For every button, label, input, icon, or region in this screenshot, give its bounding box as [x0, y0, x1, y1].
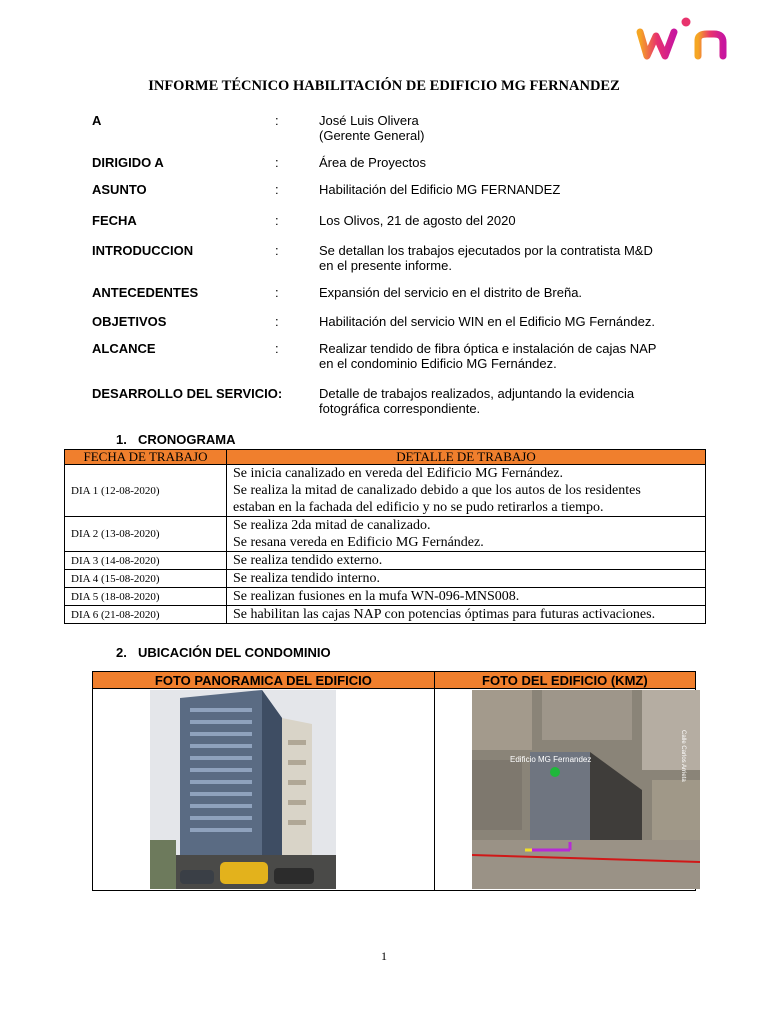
meta-key: ANTECEDENTES	[92, 285, 199, 300]
meta-separator: :	[275, 314, 279, 329]
meta-key: ALCANCE	[92, 341, 156, 356]
page-number: 1	[381, 949, 387, 963]
row-date: DIA 1 (12-08-2020)	[65, 465, 227, 517]
meta-key: OBJETIVOS	[92, 314, 167, 329]
table-row	[65, 588, 706, 606]
header-fecha: FECHA DE TRABAJO	[65, 450, 227, 465]
meta-key: FECHA	[92, 213, 137, 228]
row-detail: Se realiza tendido externo.	[227, 552, 706, 570]
meta-separator: :	[275, 182, 279, 197]
row-date: DIA 5 (18-08-2020)	[65, 588, 227, 606]
meta-key: ASUNTO	[92, 182, 147, 197]
meta-separator: :	[275, 285, 279, 300]
row-detail: Se realiza tendido interno.	[227, 570, 706, 588]
building-photo	[150, 690, 336, 889]
table-header-row	[65, 450, 706, 465]
table-row	[65, 570, 706, 588]
photo-cell-panoramic	[93, 689, 435, 891]
row-detail: Se habilitan las cajas NAP con potencias óptimas para futuras activaciones.	[227, 606, 706, 624]
row-date: DIA 3 (14-08-2020)	[65, 552, 227, 570]
meta-value: Se detallan los trabajos ejecutados por la contratista M&D en el presente informe.	[319, 243, 653, 273]
row-date: DIA 4 (15-08-2020)	[65, 570, 227, 588]
photo-cell-kmz	[434, 689, 695, 891]
section-heading-ubicacion: 2. UBICACIÓN DEL CONDOMINIO	[116, 645, 331, 660]
table-header-row	[93, 672, 696, 689]
meta-value: Detalle de trabajos realizados, adjuntando la evidencia fotográfica correspondiente.	[319, 386, 635, 416]
row-date: DIA 6 (21-08-2020)	[65, 606, 227, 624]
row-detail: Se inicia canalizado en vereda del Edificio MG Fernández. Se realiza la mitad de canalizado debido a que los autos de los residentes estaban en la fachada del edificio y no se pudo retirarlos a tiempo.	[227, 465, 706, 517]
table-row	[65, 465, 706, 517]
meta-key: DIRIGIDO A	[92, 155, 164, 170]
table-row	[65, 517, 706, 552]
header-foto-panoramica: FOTO PANORAMICA DEL EDIFICIO	[93, 672, 435, 689]
meta-value: Habilitación del Edificio MG FERNANDEZ	[319, 182, 561, 197]
street-label: Calle Carlos Arrieta	[679, 730, 686, 782]
cronograma-table	[64, 449, 706, 624]
satellite-map	[472, 690, 700, 889]
header-foto-kmz: FOTO DEL EDIFICIO (KMZ)	[434, 672, 695, 689]
header-detalle: DETALLE DE TRABAJO	[227, 450, 706, 465]
meta-value: Los Olivos, 21 de agosto del 2020	[319, 213, 516, 228]
table-row	[65, 606, 706, 624]
meta-key: DESARROLLO DEL SERVICIO:	[92, 386, 283, 401]
meta-separator: :	[275, 113, 279, 128]
table-row	[65, 552, 706, 570]
document-title: INFORME TÉCNICO HABILITACIÓN DE EDIFICIO MG FERNANDEZ	[148, 78, 620, 94]
meta-separator: :	[275, 213, 279, 228]
meta-separator: :	[275, 155, 279, 170]
map-label: Edificio MG Fernandez	[509, 755, 592, 764]
meta-key: A	[92, 113, 102, 128]
meta-separator: :	[275, 341, 279, 356]
fotos-table	[92, 671, 696, 891]
section-heading-cronograma: 1. CRONOGRAMA	[116, 432, 236, 447]
row-detail: Se realiza 2da mitad de canalizado. Se resana vereda en Edificio MG Fernández.	[227, 517, 706, 552]
meta-value: Expansión del servicio en el distrito de Breña.	[319, 285, 583, 300]
meta-value: Realizar tendido de fibra óptica e instalación de cajas NAP en el condominio Edificio MG Fernández.	[319, 341, 657, 371]
win-logo	[634, 12, 738, 66]
meta-key: INTRODUCCION	[92, 243, 194, 258]
meta-value: José Luis Olivera (Gerente General)	[319, 113, 425, 143]
meta-value: Habilitación del servicio WIN en el Edificio MG Fernández.	[319, 314, 655, 329]
meta-value: Área de Proyectos	[319, 155, 426, 170]
meta-separator: :	[275, 243, 279, 258]
row-date: DIA 2 (13-08-2020)	[65, 517, 227, 552]
row-detail: Se realizan fusiones en la mufa WN-096-MNS008.	[227, 588, 706, 606]
